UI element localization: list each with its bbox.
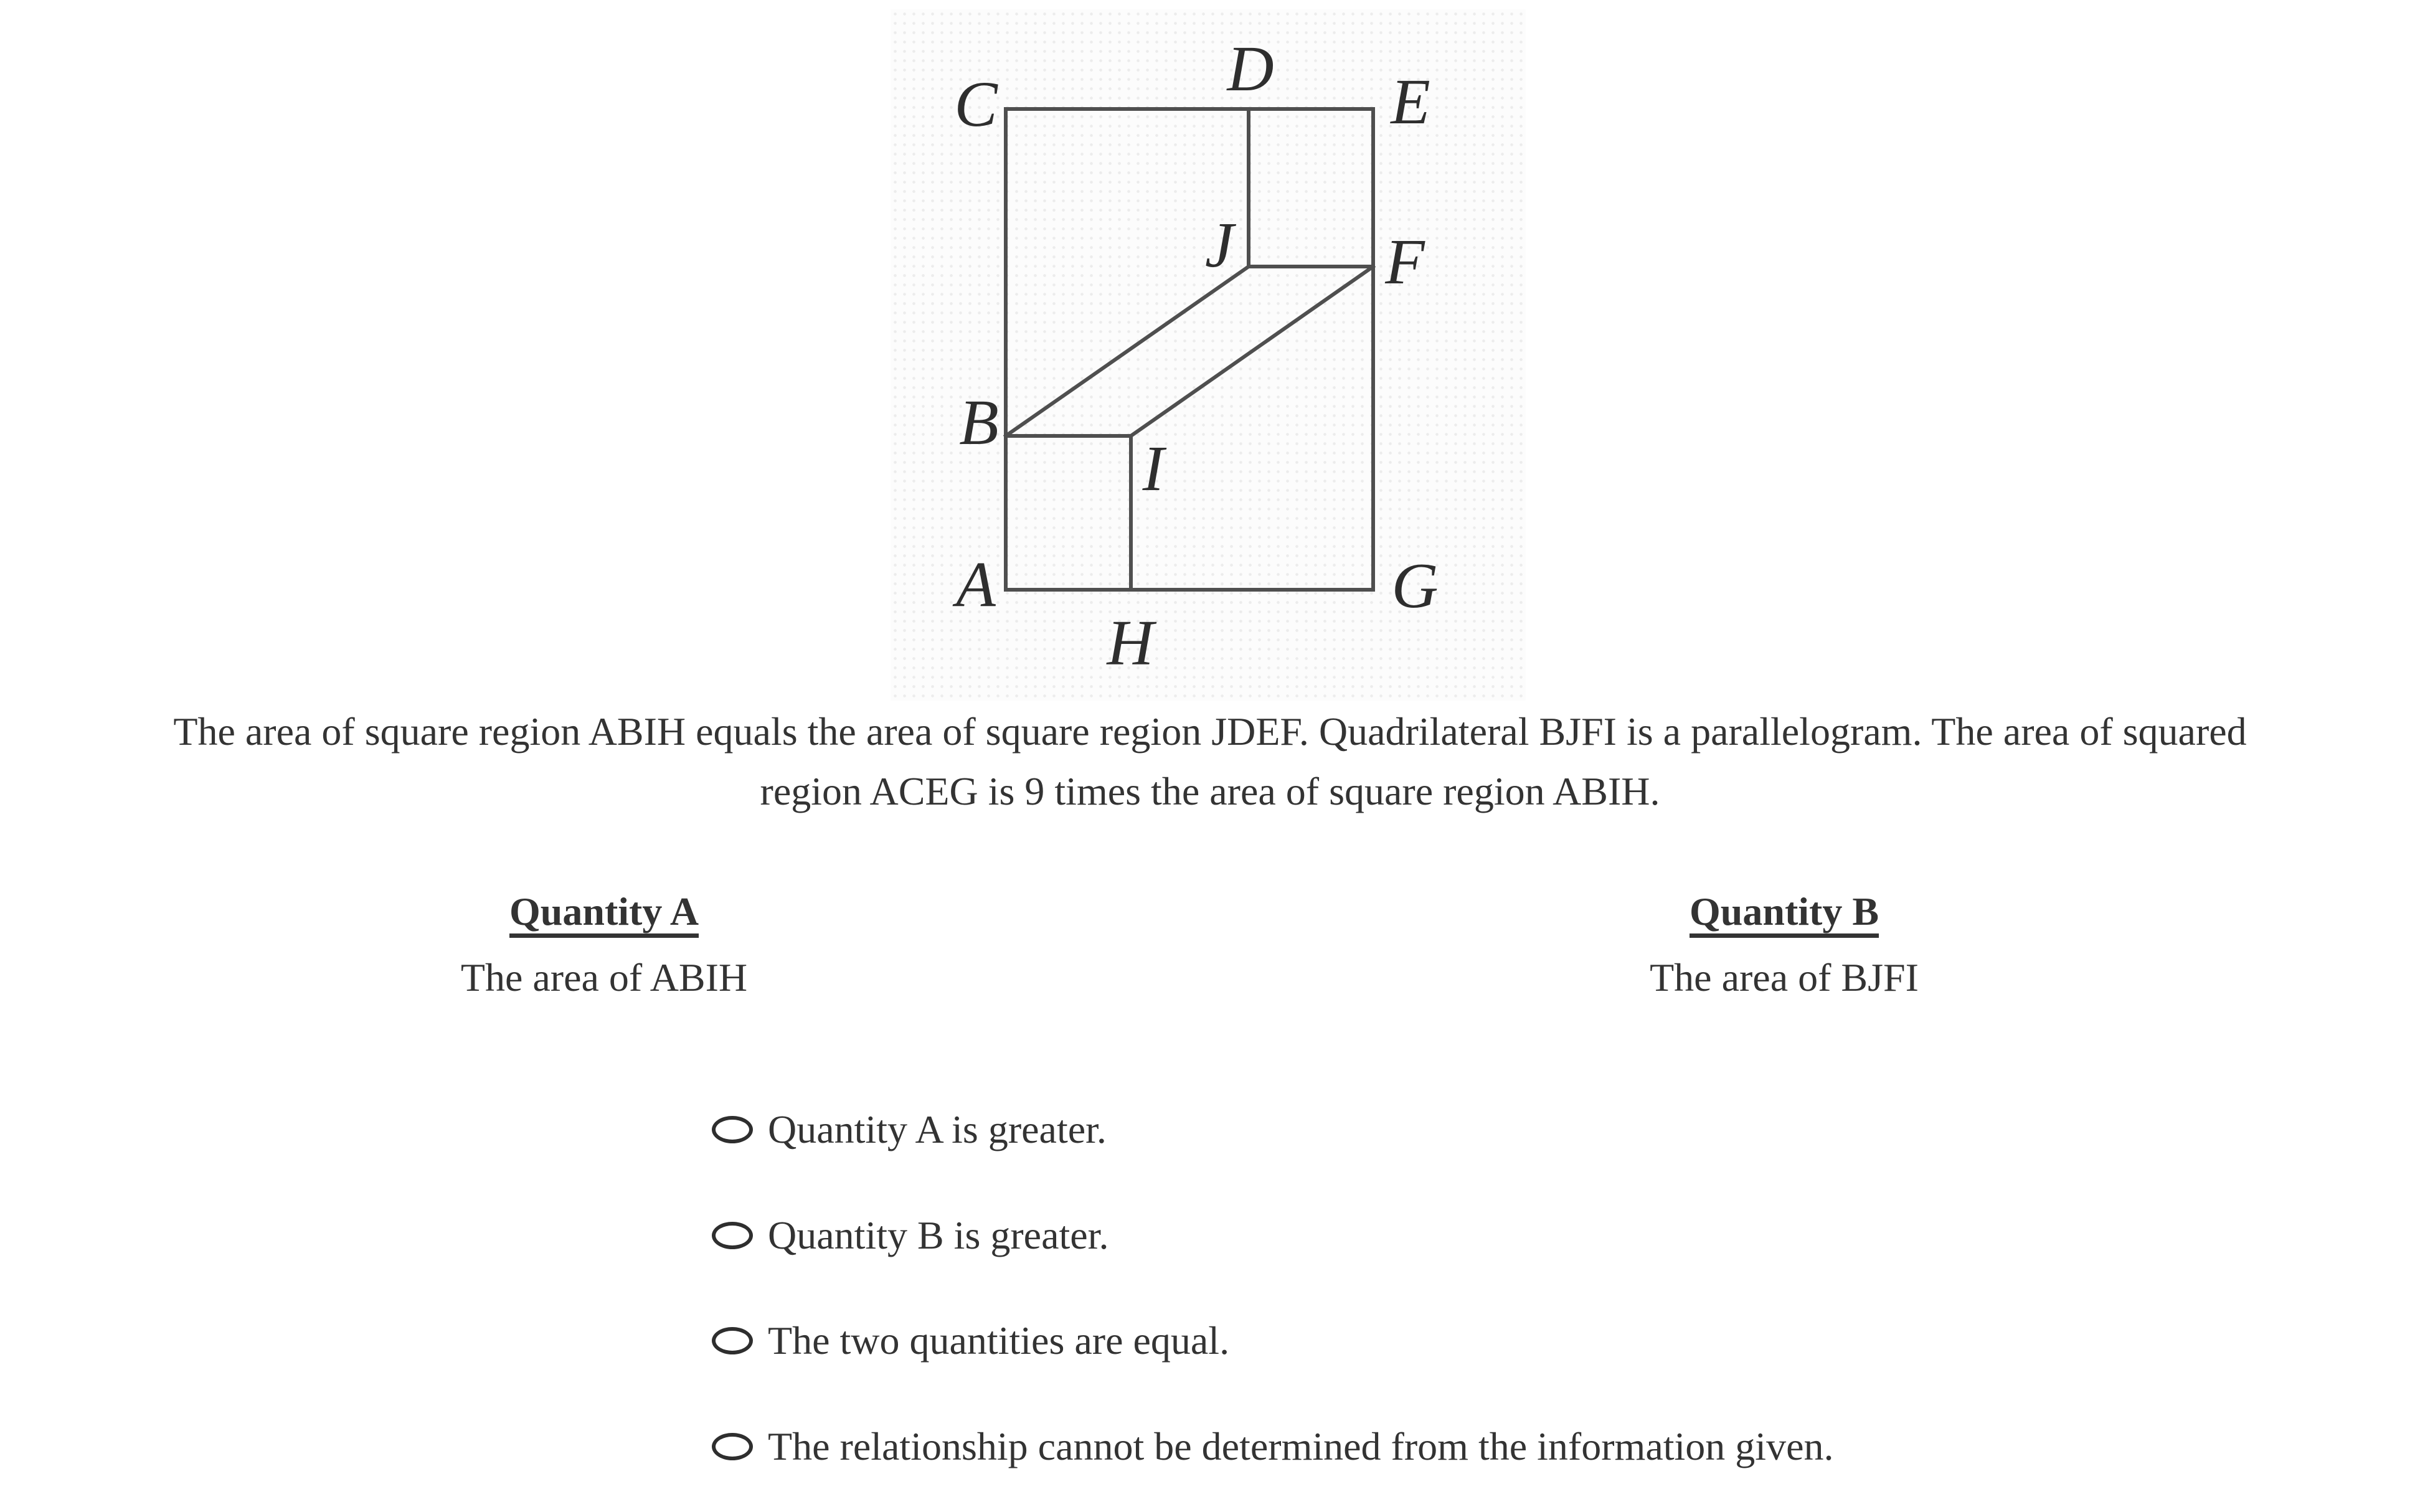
answer-option-3[interactable] <box>712 1320 1229 1362</box>
option-2-radio[interactable] <box>712 1222 753 1249</box>
segment-i-f <box>1131 267 1373 436</box>
answer-option-2[interactable] <box>712 1214 1108 1257</box>
vertex-label-j: J <box>1204 209 1234 281</box>
quantity-b-value: The area of BJFI <box>1650 955 1919 999</box>
quantity-b-title: Quantity B <box>1411 892 2158 938</box>
vertex-label-d: D <box>1227 33 1274 105</box>
problem-statement-line-2: region ACEG is 9 times the area of square region ABIH. <box>760 769 1660 813</box>
vertex-label-a: A <box>956 549 996 620</box>
geometry-figure <box>891 9 1526 701</box>
answer-option-1[interactable] <box>712 1108 1107 1151</box>
option-1-radio[interactable] <box>712 1116 753 1143</box>
vertex-label-e: E <box>1391 66 1430 138</box>
option-4-label: The relationship cannot be determined from the information given. <box>768 1424 1834 1468</box>
option-2-label: Quantity B is greater. <box>768 1213 1109 1257</box>
option-1-label: Quantity A is greater. <box>768 1107 1107 1151</box>
vertex-label-i: I <box>1142 433 1165 504</box>
square-aceg-outline <box>1006 109 1373 590</box>
quantity-a-column <box>230 889 978 999</box>
vertex-label-g: G <box>1391 550 1439 621</box>
quantity-a-title: Quantity A <box>230 892 978 938</box>
vertex-label-b: B <box>959 387 999 458</box>
vertex-label-h: H <box>1107 607 1154 679</box>
problem-statement-line-1: The area of square region ABIH equals the area of square region JDEF. Quadrilateral BJFI is a parallelogram. The area of squared <box>173 709 2247 754</box>
option-3-radio[interactable] <box>712 1327 753 1354</box>
vertex-label-c: C <box>954 69 998 140</box>
option-4-radio[interactable] <box>712 1433 753 1460</box>
answer-option-4[interactable] <box>712 1425 1833 1468</box>
vertex-label-f: F <box>1385 226 1425 298</box>
option-3-label: The two quantities are equal. <box>768 1318 1230 1363</box>
quantity-b-column <box>1411 889 2158 999</box>
quantity-a-value: The area of ABIH <box>460 955 748 999</box>
geometry-figure-svg <box>891 9 1526 701</box>
segment-b-j <box>1006 267 1249 436</box>
